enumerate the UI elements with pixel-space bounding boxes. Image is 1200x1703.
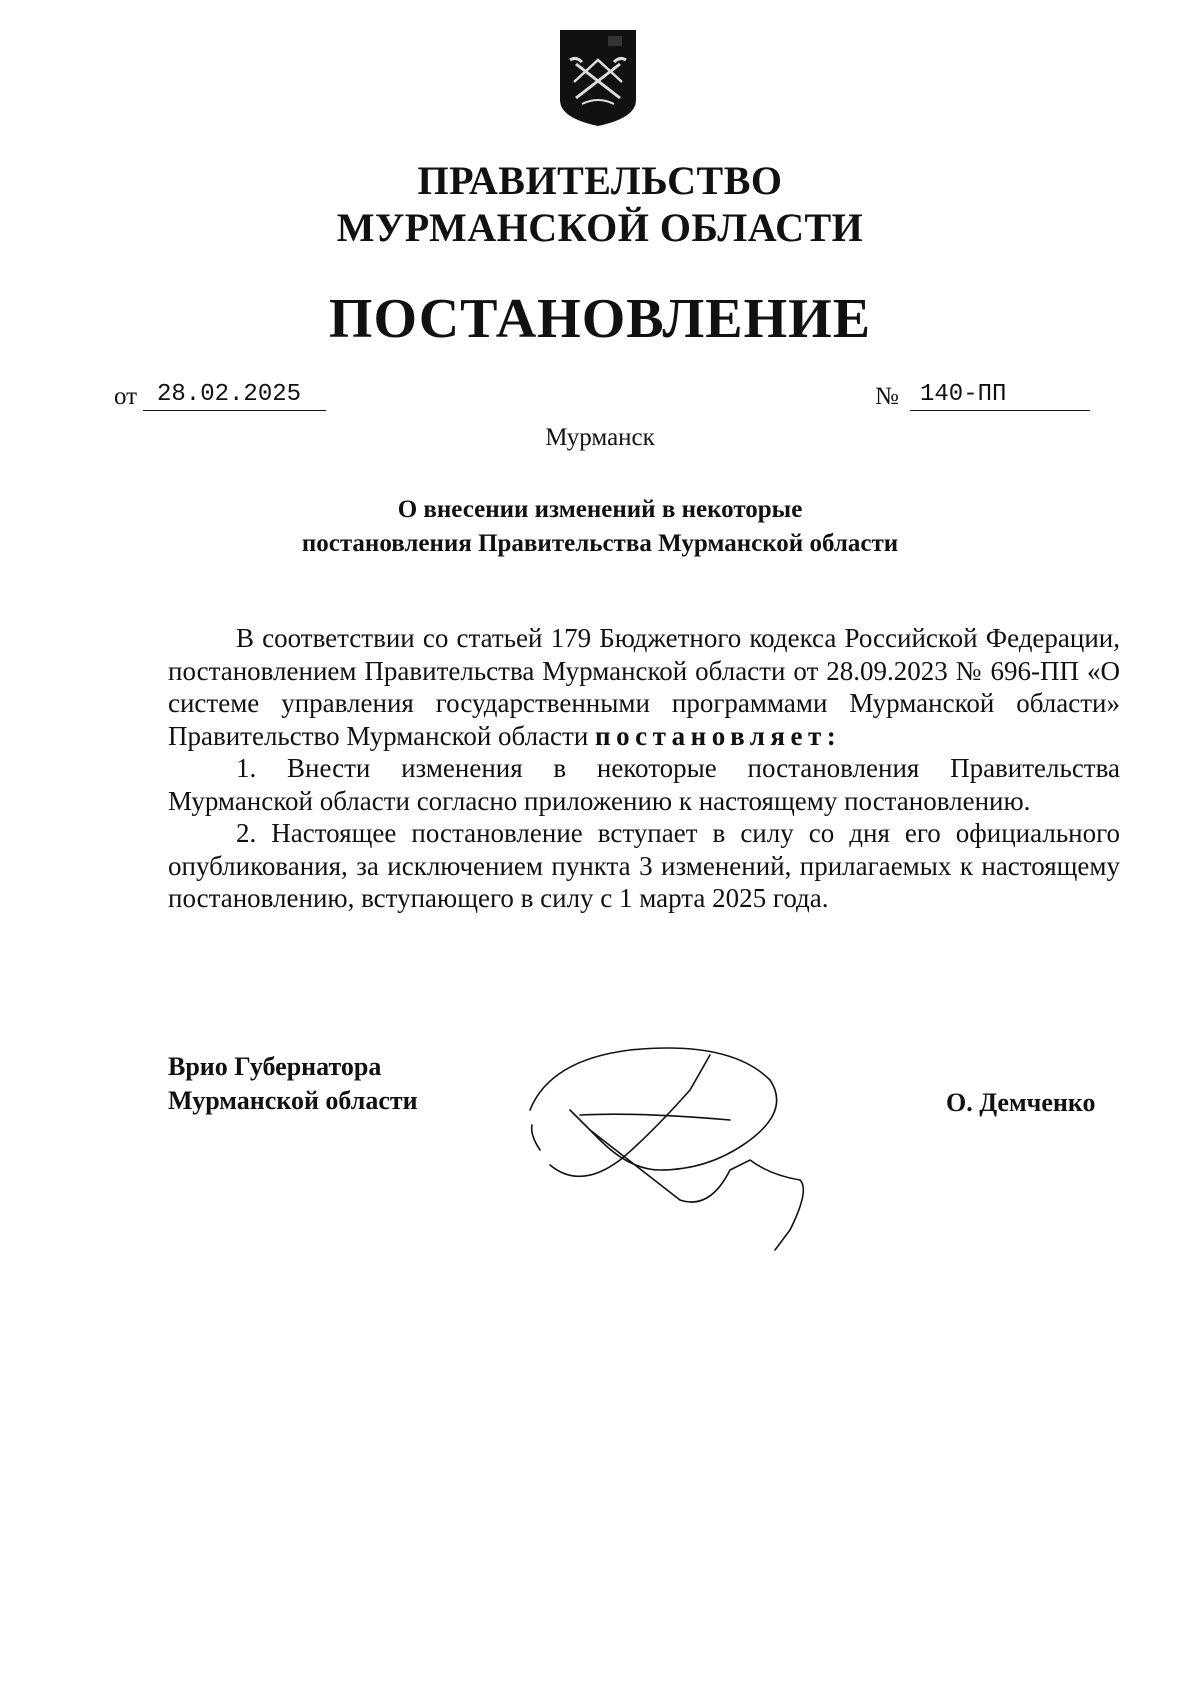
signatory-role-line1: Врио Губернатора [168,1052,382,1081]
item-2: 2. Настоящее постановление вступает в силу со дня его официального опубликования, за исключением пункта 3 изменений, прилагаемых к настоящему постановлению, вступающего в силу с 1 марта 2025 года. [168,818,1120,913]
preamble-paragraph [168,622,1120,752]
number-label: № [875,383,899,410]
government-title-line1: ПРАВИТЕЛЬСТВО [417,158,783,203]
document-number: 140-ПП [920,381,1007,408]
signatory-role-line2: Мурманской области [168,1086,418,1115]
date-label: от [114,383,138,410]
signatory-name: О. Демченко [946,1088,1096,1117]
preamble-text: В соответствии со статьей 179 Бюджетного кодекса Российской Федерации, постановлением Правительства Мурманской области от 28.09.2023 № 696-ПП «О системе управления государственными программами Мурманской области» Правительство Мурманской области [168,623,1120,751]
signatory-role [168,1050,418,1118]
document-date: 28.02.2025 [157,381,302,408]
decree-word: постановляет: [595,720,842,751]
subject-line1: О внесении изменений в некоторые [397,496,803,523]
document-body [168,622,1120,915]
subject-line2: постановления Правительства Мурманской области [301,530,899,557]
handwritten-signature [520,1040,860,1270]
government-title-line2: МУРМАНСКОЙ ОБЛАСТИ [336,205,864,250]
coat-of-arms-icon [556,26,640,128]
document-type: ПОСТАНОВЛЕНИЕ [328,288,872,350]
item-1: 1. Внести изменения в некоторые постановления Правительства Мурманской области согласно приложению к настоящему постановлению. [168,753,1120,816]
city: Мурманск [545,424,655,451]
